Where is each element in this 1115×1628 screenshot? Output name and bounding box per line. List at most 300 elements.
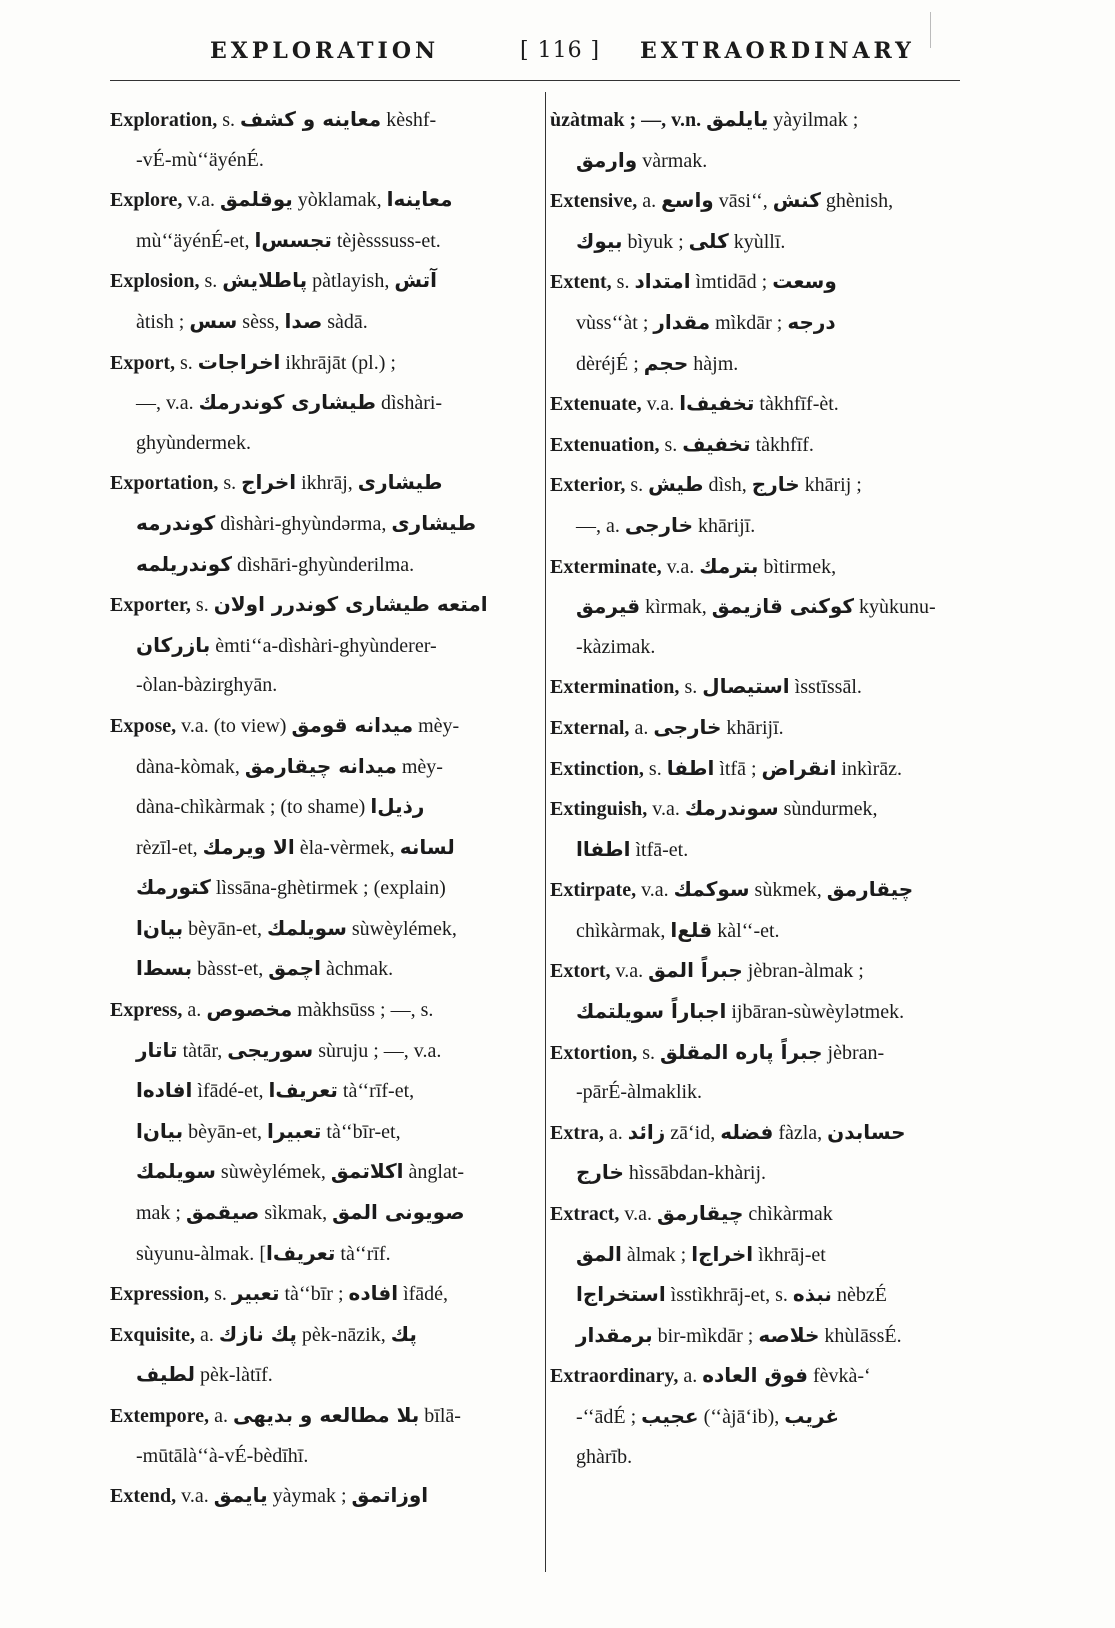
dictionary-entry (550, 547, 950, 668)
transliteration: mù‘‘äyénÉ-et, (136, 229, 255, 252)
turkish-ottoman-script: پك (390, 1321, 417, 1346)
entry-line (550, 1073, 950, 1113)
turkish-ottoman-script: افاده (348, 1281, 399, 1306)
turkish-ottoman-script: خارجى (653, 714, 722, 739)
entry-line (550, 547, 950, 588)
turkish-ottoman-script: طيشارى (391, 510, 477, 535)
entry-line (550, 100, 950, 141)
headword: Extermination, (550, 676, 680, 699)
transliteration: bir-mìkdār ; (652, 1324, 759, 1347)
headword: Explore, (110, 189, 183, 212)
turkish-ottoman-script: پاطلايش (222, 268, 308, 293)
transliteration: chìkàrmak (743, 1203, 833, 1226)
transliteration: ghyùndermek. (136, 431, 251, 454)
turkish-ottoman-script: كوكنى قازيمق (711, 594, 855, 619)
turkish-ottoman-script: سويلمك (136, 1159, 216, 1184)
headword: Explosion, (110, 270, 200, 293)
turkish-ottoman-script: كنش (772, 188, 821, 213)
turkish-ottoman-script: كتورمك (136, 875, 211, 900)
dictionary-entry (110, 463, 530, 585)
entry-line (110, 383, 530, 424)
header-last-word: EXTRAORDINARY (640, 38, 915, 64)
turkish-ottoman-script: بسط‌ا (136, 956, 193, 981)
turkish-ottoman-script: غريب (784, 1404, 840, 1428)
transliteration: ìfādé-et, (192, 1080, 269, 1103)
turkish-ottoman-script: آتش (394, 268, 437, 293)
turkish-ottoman-script: جبراً پاره المقلق (660, 1039, 823, 1064)
transliteration: dìshàri-ghyùndərma, (215, 512, 392, 535)
column-divider (545, 92, 546, 1572)
turkish-ottoman-script: طيشارى (357, 470, 443, 495)
headword: Extenuate, (550, 393, 642, 416)
transliteration: ghàrīb. (576, 1445, 633, 1468)
entry-line (550, 587, 950, 628)
headword: External, (550, 716, 630, 739)
dictionary-entry (550, 951, 950, 1032)
transliteration: s. (659, 433, 683, 456)
headword: Exquisite, (110, 1323, 196, 1346)
dictionary-entry (110, 706, 530, 990)
dictionary-entry (110, 1315, 530, 1396)
turkish-ottoman-script: بترمك (699, 553, 759, 578)
transliteration: kìrmak, (640, 596, 712, 619)
entry-line (110, 1031, 530, 1072)
turkish-ottoman-script: بلا مطالعه و بديهى (232, 1403, 420, 1427)
dictionary-entry (550, 262, 950, 384)
turkish-ottoman-script: معاينه‌ا (386, 187, 453, 212)
dictionary-entry (110, 343, 530, 464)
transliteration: s. (218, 472, 242, 495)
transliteration: bèyān-et, (183, 1120, 267, 1143)
transliteration: kyùllī. (728, 230, 786, 253)
turkish-ottoman-script: تجسس‌ا (254, 227, 332, 252)
headword: Extend, (110, 1485, 177, 1508)
transliteration: hìssābdan-khàrij. (623, 1162, 767, 1185)
transliteration: vāsi‘‘, (713, 190, 773, 213)
turkish-ottoman-script: الا ويرمك (202, 834, 295, 859)
transliteration: -‘‘ādÉ ; (576, 1406, 642, 1428)
transliteration: tà‘‘bīr-et, (321, 1120, 401, 1143)
turkish-ottoman-script: قيرمق (576, 594, 641, 619)
transliteration: v.a. (to view) (176, 714, 292, 737)
transliteration: yàymak ; (267, 1485, 352, 1508)
transliteration: s. (625, 474, 649, 497)
transliteration: a. (678, 1365, 703, 1388)
entry-line (550, 667, 950, 708)
turkish-ottoman-script: تعبير (231, 1281, 280, 1306)
headword: Extempore, (110, 1405, 210, 1427)
turkish-ottoman-script: ميدانه قومق (291, 712, 414, 737)
turkish-ottoman-script: بيان‌ا (136, 915, 184, 940)
transliteration: -mūtālà‘‘à-vÉ-bèdīhī. (136, 1444, 309, 1467)
entry-line (110, 949, 530, 990)
entry-line (110, 100, 530, 141)
transliteration: sùruju ; —, v.a. (313, 1039, 442, 1062)
transliteration: èmti‘‘a-dìshàri-ghyùnderer- (210, 634, 437, 657)
entry-line (550, 344, 950, 385)
transliteration: sùndurmek, (778, 798, 878, 821)
entry-line (110, 463, 530, 504)
turkish-ottoman-script: قلع‌ا (670, 917, 713, 942)
transliteration: bìyuk ; (622, 230, 689, 253)
transliteration: pàtlayish, (307, 270, 395, 293)
entry-line (110, 1274, 530, 1315)
dictionary-entry (110, 1396, 530, 1476)
entry-line (550, 303, 950, 344)
turkish-ottoman-script: پك نازك (218, 1321, 297, 1346)
entry-line (110, 180, 530, 221)
transliteration: tèjèsssuss-et. (331, 229, 441, 252)
entry-line (550, 1235, 950, 1276)
turkish-ottoman-script: عجيب (641, 1404, 699, 1428)
turkish-ottoman-script: كوندرمه (136, 510, 216, 535)
transliteration: ijbāran-sùwèylətmek. (726, 1001, 905, 1024)
entry-line (110, 909, 530, 950)
headword: Extract, (550, 1203, 620, 1226)
turkish-ottoman-script: طيش (648, 472, 704, 497)
dictionary-entry (110, 1274, 530, 1315)
headword: ùzàtmak ; —, v.n. (550, 109, 707, 131)
transliteration: -vÉ-mù‘‘äyénÉ. (136, 148, 264, 171)
dictionary-entry (550, 465, 950, 546)
entry-line (110, 545, 530, 586)
transliteration: sùwèylémek, (346, 917, 457, 940)
transliteration: kàl‘‘-et. (712, 919, 780, 942)
header-rule (110, 80, 960, 81)
turkish-ottoman-script: چيقارمق (826, 877, 914, 902)
dictionary-entry (550, 667, 950, 708)
transliteration: —, v.a. (136, 392, 199, 415)
turkish-ottoman-script: حجم (643, 350, 689, 375)
turkish-ottoman-script: زائد (627, 1119, 666, 1144)
entry-line (550, 992, 950, 1033)
turkish-ottoman-script: صدا (284, 308, 323, 333)
transliteration: tà‘‘bīr ; (279, 1283, 349, 1306)
transliteration: —, a. (576, 514, 625, 537)
transliteration: sàdā. (322, 310, 368, 333)
headword: Extent, (550, 271, 612, 294)
transliteration: s. (643, 757, 667, 780)
entry-line (110, 1396, 530, 1437)
transliteration: -kàzimak. (576, 635, 656, 658)
turkish-ottoman-script: تخفيف‌ا (679, 391, 755, 416)
transliteration: mèy- (413, 714, 460, 737)
transliteration: bìtirmek, (758, 555, 837, 578)
transliteration: jèbran- (822, 1041, 885, 1064)
transliteration: sùkmek, (749, 879, 827, 902)
transliteration: dìshàri- (376, 392, 443, 415)
entry-line (110, 141, 530, 181)
turkish-ottoman-script: واسع (661, 188, 714, 213)
transliteration: vùss‘‘àt ; (576, 311, 654, 334)
entry-line (550, 1033, 950, 1074)
running-header (110, 38, 960, 74)
transliteration: fèvkà-‘ (807, 1365, 871, 1388)
turkish-ottoman-script: وسعت (772, 269, 837, 294)
headword: Extort, (550, 960, 611, 983)
transliteration: tàkhfīf-èt. (754, 393, 839, 416)
transliteration: khārij ; (799, 474, 862, 497)
transliteration: a. (637, 190, 662, 213)
transliteration: s. (190, 594, 214, 617)
transliteration: tàtār, (177, 1039, 228, 1062)
transliteration: mìkdār ; (710, 311, 788, 334)
turkish-ottoman-script: خارج (576, 1160, 624, 1185)
turkish-ottoman-script: اكلاتمق (330, 1159, 404, 1184)
transliteration: ìkhrāj-et (753, 1243, 826, 1266)
transliteration: khārijī. (692, 514, 756, 537)
turkish-ottoman-script: جبراً المق (648, 958, 743, 983)
turkish-ottoman-script: اخراج (241, 470, 297, 495)
transliteration: àchmak. (320, 958, 394, 981)
entry-line (110, 828, 530, 869)
transliteration: èla-vèrmek, (294, 836, 400, 859)
entry-line (550, 465, 950, 506)
turkish-ottoman-script: درجه (787, 309, 836, 334)
turkish-ottoman-script: اچمق (268, 956, 321, 981)
dictionary-entry (550, 870, 950, 951)
entry-line (110, 221, 530, 262)
turkish-ottoman-script: لطيف (136, 1362, 195, 1387)
turkish-ottoman-script: تعريف‌ا (268, 1078, 338, 1103)
transliteration: bīlā- (419, 1405, 461, 1427)
entry-line (110, 343, 530, 384)
turkish-ottoman-script: اطفا (666, 755, 715, 780)
turkish-ottoman-script: يوقلمق (220, 187, 293, 212)
turkish-ottoman-script: اخراج‌ا (691, 1241, 754, 1266)
entry-line (110, 1112, 530, 1153)
turkish-ottoman-script: اجباراً سويلتمك (576, 999, 727, 1024)
transliteration: s. (217, 109, 241, 131)
transliteration: sùyunu-àlmak. (136, 1242, 255, 1265)
turkish-ottoman-script: تاتار (136, 1037, 178, 1062)
dictionary-entry (110, 1476, 530, 1517)
transliteration: yòklamak, (292, 189, 387, 212)
entry-line (110, 1234, 530, 1275)
transliteration: a. (195, 1323, 219, 1346)
turkish-ottoman-script: رذيل‌ا (370, 794, 425, 819)
transliteration: v.a. (182, 189, 220, 212)
headword: Express, (110, 999, 183, 1022)
entry-line (550, 1397, 950, 1438)
transliteration: dìshāri-ghyùnderilma. (231, 553, 415, 576)
transliteration: [ (254, 1242, 266, 1265)
transliteration: v.a. (619, 1203, 657, 1226)
transliteration: rèzīl-et, (136, 836, 203, 859)
dictionary-entry (550, 384, 950, 425)
transliteration: ìsstīssāl. (789, 676, 862, 699)
transliteration: dìsh, (703, 474, 752, 497)
turkish-ottoman-script: استخراج‌ا (576, 1282, 666, 1307)
entry-line (110, 706, 530, 747)
transliteration: ìsstìkhrāj-et, s. (665, 1284, 793, 1307)
headword: Extortion, (550, 1041, 638, 1064)
transliteration: tà‘‘rīf-et, (337, 1080, 415, 1103)
transliteration: s. (611, 271, 635, 294)
headword: Expose, (110, 714, 177, 737)
turkish-ottoman-script: خارجى (624, 512, 693, 537)
entry-line (550, 222, 950, 263)
turkish-ottoman-script: نبذه (792, 1282, 832, 1307)
turkish-ottoman-script: وارمق (576, 147, 638, 172)
dictionary-entry (110, 100, 530, 180)
transliteration: fàzla, (773, 1121, 828, 1144)
transliteration: khārijī. (721, 716, 784, 739)
transliteration: ghènish, (820, 190, 894, 213)
turkish-ottoman-script: يايلمق (706, 107, 769, 131)
transliteration: a. (629, 716, 654, 739)
entry-line (110, 868, 530, 909)
turkish-ottoman-script: اطفا‌ا (576, 836, 631, 861)
entry-line (110, 1193, 530, 1234)
right-column (550, 100, 950, 1477)
transliteration: khùlāssÉ. (819, 1324, 902, 1347)
dictionary-entry (110, 585, 530, 706)
transliteration: s. (637, 1041, 661, 1064)
transliteration: s. (199, 270, 223, 293)
dictionary-entry (550, 708, 950, 749)
entry-line (550, 1113, 950, 1154)
transliteration: dàna-chìkàrmak ; (to shame) (136, 796, 371, 819)
header-first-word: EXPLORATION (210, 38, 440, 64)
turkish-ottoman-script: برمقدار (576, 1322, 653, 1347)
entry-line (550, 1153, 950, 1194)
transliteration: v.a. (636, 879, 674, 902)
transliteration: pèk-nāzik, (296, 1323, 391, 1346)
transliteration: v.a. (176, 1485, 214, 1508)
dictionary-entry (550, 100, 950, 181)
transliteration: mak ; (136, 1202, 186, 1225)
entry-line (550, 749, 950, 790)
turkish-ottoman-script: طيشارى كوندرمك (198, 390, 376, 415)
transliteration: -pārÉ-àlmaklik. (576, 1081, 703, 1104)
turkish-ottoman-script: صيقمق (186, 1200, 260, 1225)
transliteration: (‘‘àjā‘ib), (698, 1406, 785, 1428)
transliteration: sùwèylémek, (215, 1161, 331, 1184)
transliteration: s. (679, 676, 703, 699)
entry-line (550, 951, 950, 992)
turkish-ottoman-script: سوريجى (227, 1037, 314, 1062)
turkish-ottoman-script: چيقارمق (657, 1201, 744, 1226)
dictionary-entry (550, 181, 950, 262)
dictionary-entry (110, 180, 530, 261)
dictionary-entry (110, 990, 530, 1274)
transliteration: v.a. (647, 798, 685, 821)
turkish-ottoman-script: اخراجات (197, 349, 281, 374)
entry-line (550, 789, 950, 830)
transliteration: lìssāna-ghètirmek ; (explain) (210, 877, 446, 900)
entry-line (110, 424, 530, 464)
transliteration: nèbzÉ (831, 1284, 887, 1307)
entry-line (550, 262, 950, 303)
dictionary-entry (550, 1033, 950, 1113)
dictionary-entry (110, 261, 530, 342)
turkish-ottoman-script: تخفيف (682, 431, 751, 456)
entry-line (110, 261, 530, 302)
turkish-ottoman-script: انقراض (761, 755, 837, 780)
transliteration: hàjm. (688, 352, 739, 375)
transliteration: ìmtidād ; (690, 271, 773, 294)
transliteration: -òlan-bàzirghyān. (136, 674, 278, 697)
entry-line (550, 1356, 950, 1397)
entry-line (110, 1355, 530, 1396)
headword: Exportation, (110, 472, 219, 495)
turkish-ottoman-script: صويونى المق (332, 1200, 465, 1225)
dictionary-entry (550, 1194, 950, 1356)
transliteration: s. (209, 1283, 232, 1306)
turkish-ottoman-script: معاينه و كشف (240, 107, 382, 131)
turkish-ottoman-script: كوندريلمه (136, 551, 232, 576)
transliteration: zā‘id, (665, 1121, 721, 1144)
turkish-ottoman-script: ميدانه چيقارمق (244, 753, 397, 778)
entry-line (550, 708, 950, 749)
transliteration: vàrmak. (637, 149, 708, 172)
entry-line (550, 384, 950, 425)
headword: Extenuation, (550, 433, 660, 456)
entry-line (110, 787, 530, 828)
entry-line (110, 302, 530, 343)
transliteration: tàkhfīf. (750, 433, 814, 456)
entry-line (110, 626, 530, 667)
turkish-ottoman-script: فوق العاده (702, 1363, 808, 1388)
headword: Extinguish, (550, 798, 648, 821)
headword: Extra, (550, 1121, 604, 1144)
transliteration: ikhrāj, (296, 472, 358, 495)
transliteration: kyùkunu- (854, 596, 936, 619)
dictionary-entry (550, 1356, 950, 1477)
headword: Extinction, (550, 757, 644, 780)
entry-line (550, 1316, 950, 1357)
headword: Exterminate, (550, 555, 662, 578)
turkish-ottoman-script: حسابدن (827, 1119, 906, 1144)
transliteration: ìtfā-et. (630, 838, 689, 861)
transliteration: ìtfā ; (714, 757, 762, 780)
entry-line (110, 1071, 530, 1112)
transliteration: jèbran-àlmak ; (742, 960, 864, 983)
turkish-ottoman-script: كلى (688, 228, 729, 253)
transliteration: sìkmak, (259, 1202, 333, 1225)
transliteration: màkhsūss ; —, s. (292, 999, 434, 1022)
entry-line (550, 830, 950, 871)
transliteration: àtish ; (136, 310, 190, 333)
transliteration: dèréjÉ ; (576, 352, 644, 375)
transliteration: àlmak ; (621, 1243, 692, 1266)
entry-line (550, 911, 950, 952)
turkish-ottoman-script: تعبير‌ا (266, 1118, 322, 1143)
transliteration: mèy- (396, 755, 443, 778)
transliteration: ikhrājāt (pl.) ; (280, 351, 396, 374)
transliteration: inkìrāz. (836, 757, 903, 780)
dictionary-entry (550, 1113, 950, 1194)
entry-line (550, 1194, 950, 1235)
transliteration: bàsst-et, (192, 958, 269, 981)
turkish-ottoman-script: سويلمك (266, 915, 347, 940)
transliteration: s. (175, 351, 198, 374)
headword: Extensive, (550, 190, 638, 213)
transliteration: ìfādé, (398, 1283, 449, 1306)
entry-line (550, 628, 950, 668)
transliteration: dàna-kòmak, (136, 755, 245, 778)
turkish-ottoman-script: سوندرمك (684, 796, 779, 821)
turkish-ottoman-script: خلاصه (758, 1322, 820, 1347)
turkish-ottoman-script: لسانه (399, 834, 455, 859)
transliteration: v.a. (641, 393, 680, 416)
entry-line (110, 747, 530, 788)
entry-line (110, 504, 530, 545)
transliteration: yàyilmak ; (768, 109, 859, 131)
transliteration: bèyān-et, (183, 917, 267, 940)
turkish-ottoman-script: يايمق (213, 1483, 268, 1508)
